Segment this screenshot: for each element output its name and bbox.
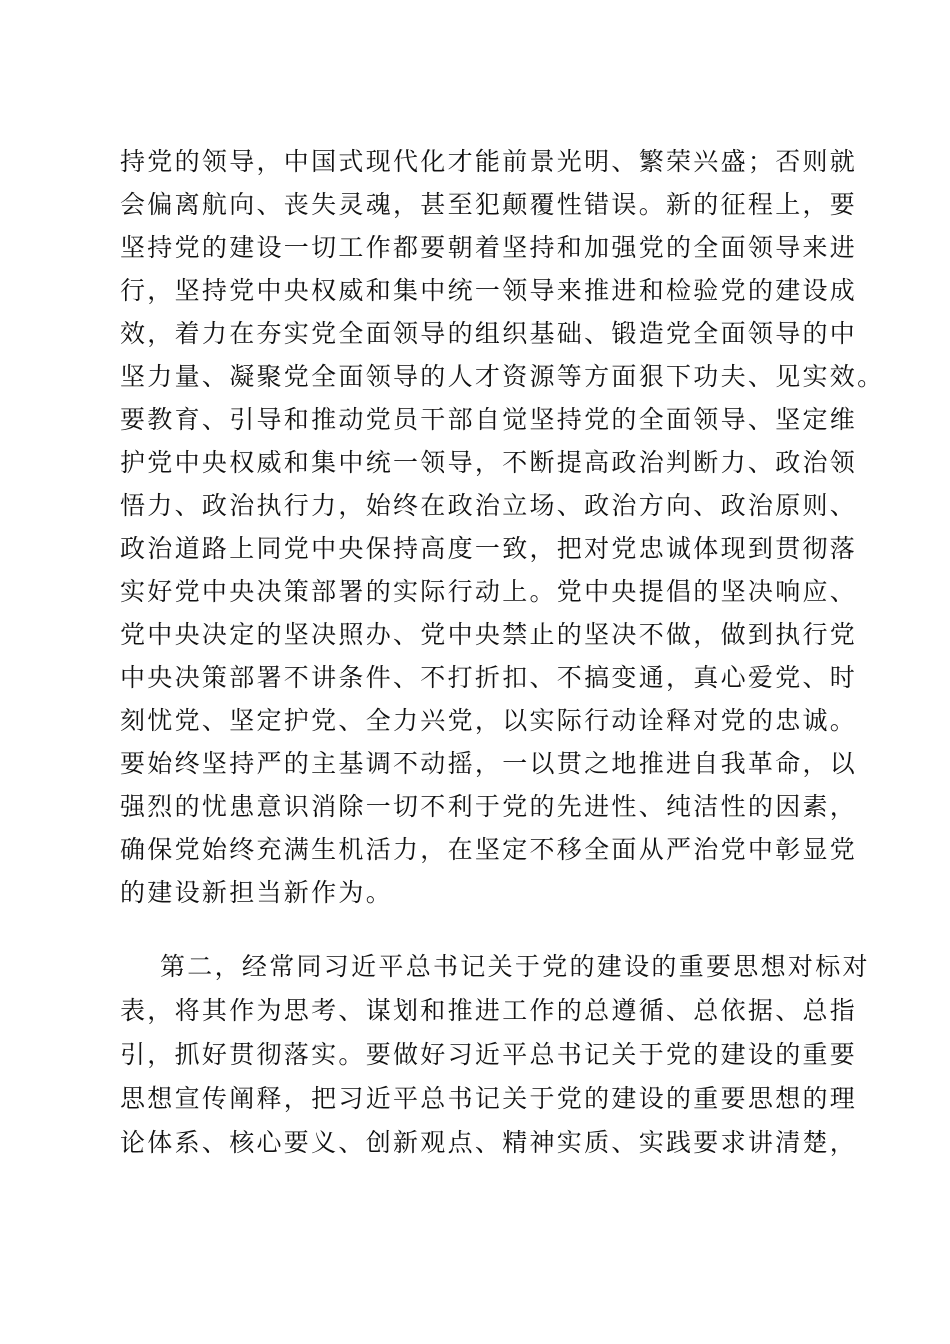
paragraph-line: 思想宣传阐释，把习近平总书记关于党的建设的重要思想的理: [120, 1084, 858, 1113]
paragraph-line: 要教育、引导和推动党员干部自觉坚持党的全面领导、坚定维: [120, 405, 858, 434]
paragraph-line: 行，坚持党中央权威和集中统一领导来推进和检验党的建设成: [120, 276, 858, 305]
paragraph-line: 持党的领导，中国式现代化才能前景光明、繁荣兴盛；否则就: [120, 147, 858, 176]
paragraph-line: 中央决策部署不讲条件、不打折扣、不搞变通，真心爱党、时: [120, 663, 858, 692]
paragraph-line: 确保党始终充满生机活力，在坚定不移全面从严治党中彰显党: [120, 835, 858, 864]
paragraph-line: 引，抓好贯彻落实。要做好习近平总书记关于党的建设的重要: [120, 1040, 858, 1069]
paragraph-line: 刻忧党、坚定护党、全力兴党，以实际行动诠释对党的忠诚。: [120, 706, 858, 735]
paragraph-line: 的建设新担当新作为。: [120, 878, 394, 907]
paragraph-line: 悟力、政治执行力，始终在政治立场、政治方向、政治原则、: [120, 491, 858, 520]
paragraph-line: 坚力量、凝聚党全面领导的人才资源等方面狠下功夫、见实效。: [120, 362, 885, 391]
paragraph-line: 护党中央权威和集中统一领导，不断提高政治判断力、政治领: [120, 448, 858, 477]
paragraph-line: 效，着力在夯实党全面领导的组织基础、锻造党全面领导的中: [120, 319, 858, 348]
paragraph-line: 表，将其作为思考、谋划和推进工作的总遵循、总依据、总指: [120, 996, 858, 1025]
paragraph-line: 第二，经常同习近平总书记关于党的建设的重要思想对标对: [160, 952, 870, 981]
paragraph-line: 坚持党的建设一切工作都要朝着坚持和加强党的全面领导来进: [120, 233, 858, 262]
paragraph-line: 会偏离航向、丧失灵魂，甚至犯颠覆性错误。新的征程上，要: [120, 190, 858, 219]
paragraph-line: 政治道路上同党中央保持高度一致，把对党忠诚体现到贯彻落: [120, 534, 858, 563]
paragraph-line: 强烈的忧患意识消除一切不利于党的先进性、纯洁性的因素，: [120, 792, 858, 821]
paragraph-line: 要始终坚持严的主基调不动摇，一以贯之地推进自我革命，以: [120, 749, 858, 778]
paragraph-line: 党中央决定的坚决照办、党中央禁止的坚决不做，做到执行党: [120, 620, 858, 649]
paragraph-line: 实好党中央决策部署的实际行动上。党中央提倡的坚决响应、: [120, 577, 858, 606]
paragraph-line: 论体系、核心要义、创新观点、精神实质、实践要求讲清楚，: [120, 1128, 858, 1157]
